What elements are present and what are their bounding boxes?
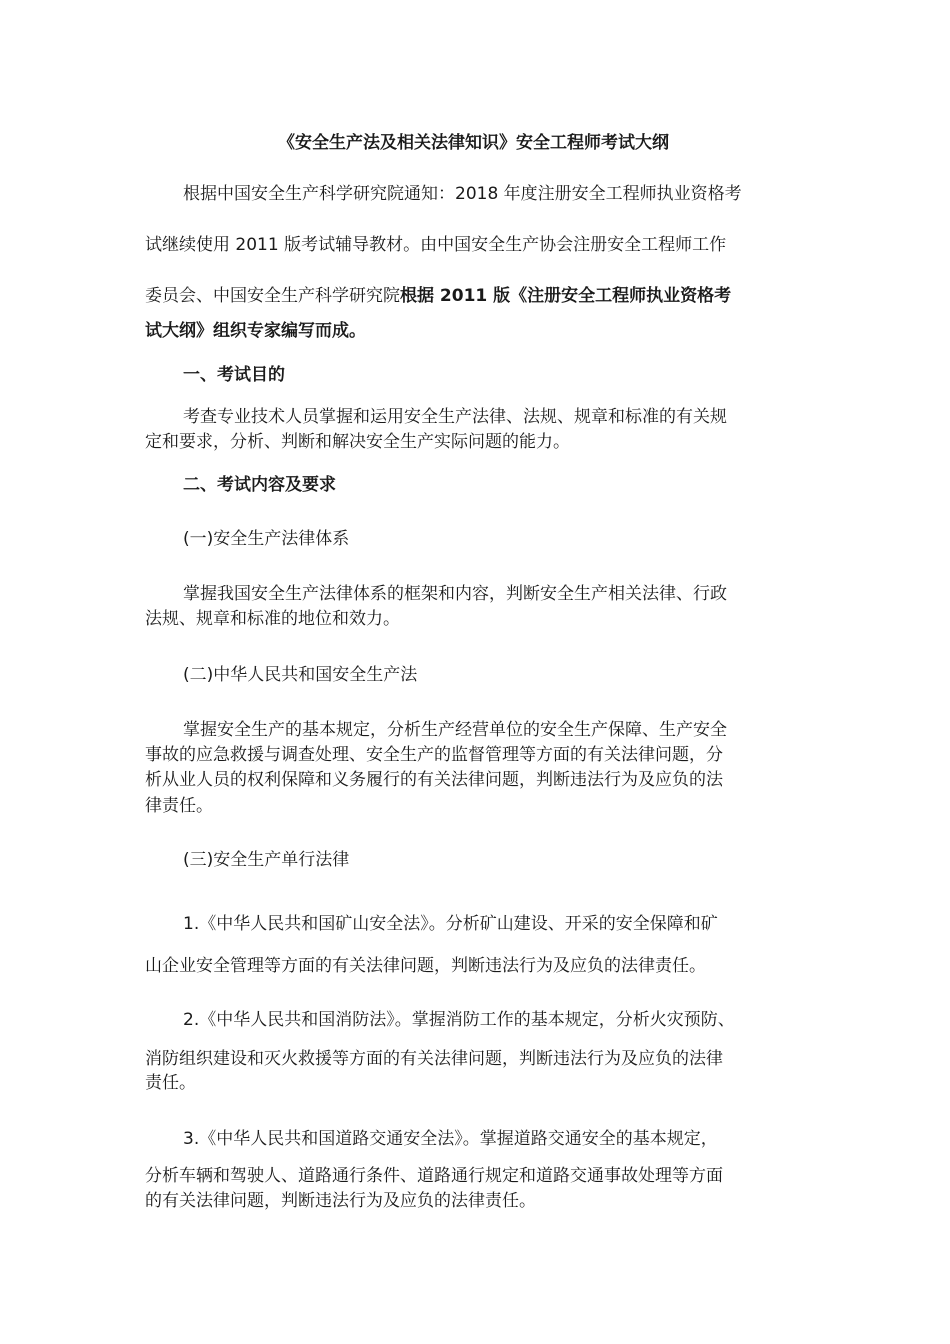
list-item-line: 的有关法律问题，判断违法行为及应负的法律责任。 (145, 1191, 536, 1211)
paragraph-line: 律责任。 (145, 796, 213, 816)
subsection-heading: (一)安全生产法律体系 (183, 529, 350, 549)
paragraph-line: 定和要求，分析、判断和解决安全生产实际问题的能力。 (145, 432, 570, 452)
list-item-line: 1.《中华人民共和国矿山安全法》。分析矿山建设、开采的安全保障和矿 (183, 914, 718, 934)
intro-bold-line: 试大纲》组织专家编写而成。 (145, 321, 366, 341)
intro-line: 试继续使用 2011 版考试辅导教材。由中国安全生产协会注册安全工程师工作 (145, 235, 727, 255)
intro-line: 根据中国安全生产科学研究院通知：2018 年度注册安全工程师执业资格考 (183, 184, 742, 204)
list-item-line: 分析车辆和驾驶人、道路通行条件、道路通行规定和道路交通事故处理等方面 (145, 1166, 723, 1186)
section-heading: 二、考试内容及要求 (183, 475, 336, 495)
list-item-line: 消防组织建设和灭火救援等方面的有关法律问题，判断违法行为及应负的法律 (145, 1049, 723, 1069)
intro-text: 委员会、中国安全生产科学研究院 (145, 286, 400, 306)
list-item-line: 山企业安全管理等方面的有关法律问题，判断违法行为及应负的法律责任。 (145, 956, 706, 976)
paragraph-line: 析从业人员的权利保障和义务履行的有关法律问题，判断违法行为及应负的法 (145, 770, 723, 790)
intro-line (145, 284, 731, 308)
paragraph-line: 掌握我国安全生产法律体系的框架和内容，判断安全生产相关法律、行政 (183, 584, 727, 604)
list-item-line: 2.《中华人民共和国消防法》。掌握消防工作的基本规定，分析火灾预防、 (183, 1010, 735, 1030)
subsection-heading: (三)安全生产单行法律 (183, 850, 350, 870)
paragraph-line: 事故的应急救援与调查处理、安全生产的监督管理等方面的有关法律问题，分 (145, 745, 723, 765)
intro-bold-text: 根据 2011 版《注册安全工程师执业资格考 (400, 286, 732, 306)
section-heading: 一、考试目的 (183, 365, 285, 385)
list-item-line: 责任。 (145, 1073, 196, 1093)
paragraph-line: 掌握安全生产的基本规定，分析生产经营单位的安全生产保障、生产安全 (183, 720, 727, 740)
subsection-heading: (二)中华人民共和国安全生产法 (183, 665, 418, 685)
list-item-line: 3.《中华人民共和国道路交通安全法》。掌握道路交通安全的基本规定， (183, 1129, 718, 1149)
paragraph-line: 考查专业技术人员掌握和运用安全生产法律、法规、规章和标准的有关规 (183, 407, 727, 427)
paragraph-line: 法规、规章和标准的地位和效力。 (145, 609, 400, 629)
document-title: 《安全生产法及相关法律知识》安全工程师考试大纲 (278, 133, 669, 153)
